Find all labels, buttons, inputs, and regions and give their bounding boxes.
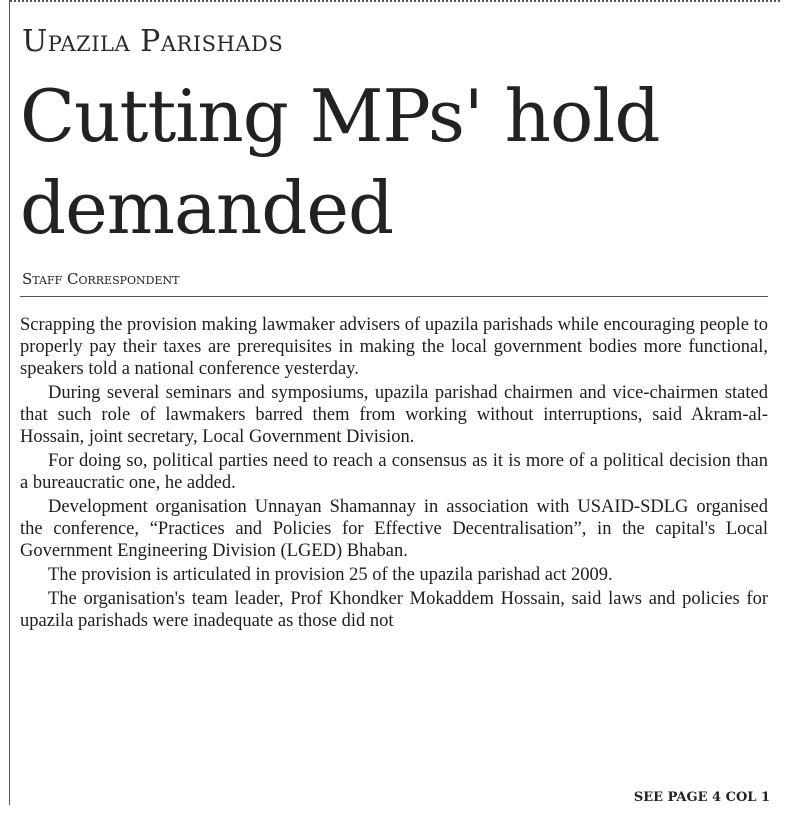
byline-divider (20, 296, 768, 297)
byline: Staff Correspondent (22, 270, 180, 288)
paragraph: For doing so, political parties need to reach a consensus as it is more of a political decision than a bureaucratic one, he added. (20, 451, 768, 493)
headline: Cutting MPs' hold demanded (20, 74, 660, 250)
paragraph: Development organisation Unnayan Shamannay in association with USAID-SDLG organised the conference, “Practices and Policies for Effective Decentralisation”, in the capital's Local Government Engineering Division (LGED) Bhaban. (20, 497, 768, 561)
paragraph: The organisation's team leader, Prof Khondker Mokaddem Hossain, said laws and policies for upazila parishads were inadequate as those did not (20, 589, 768, 631)
article-body (20, 314, 768, 634)
paragraph: The provision is articulated in provision 25 of the upazila parishad act 2009. (48, 565, 613, 585)
kicker: Upazila Parishads (22, 24, 284, 59)
paragraph: During several seminars and symposiums, upazila parishad chairmen and vice-chairmen stated that such role of lawmakers barred them from working without interruptions, said Akram-al-Hossain, joint secretary, Local Government Division. (20, 383, 768, 447)
continued-jump-line: SEE PAGE 4 COL 1 (633, 790, 770, 805)
column-rule (9, 0, 10, 805)
top-dotted-rule (10, 0, 780, 8)
paragraph: Scrapping the provision making lawmaker advisers of upazila parishads while encouraging people to properly pay their taxes are prerequisites in making the local government bodies more functional, speakers told a national conference yesterday. (20, 315, 768, 379)
